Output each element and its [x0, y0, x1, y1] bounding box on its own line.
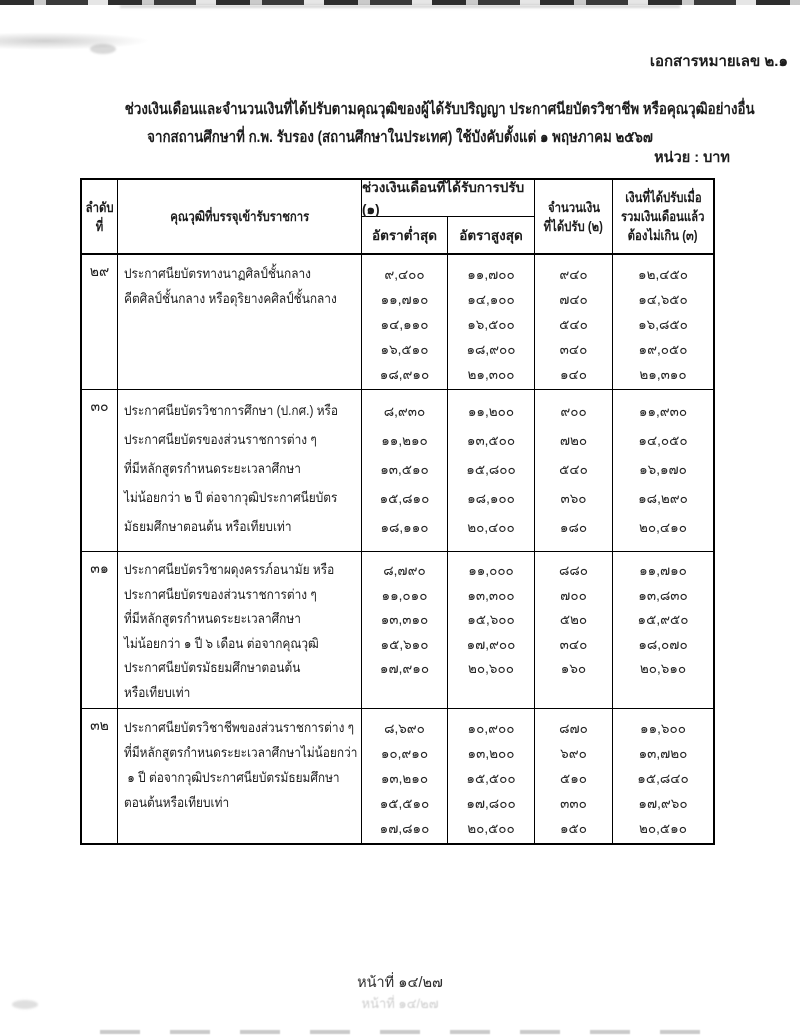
cap-amount-value: ๑๕,๘๔๐ [637, 771, 689, 786]
rate-max-value: ๑๘,๑๐๐ [467, 491, 515, 506]
adjust-amount-value: ๕๑๐ [559, 771, 588, 786]
footer-ghost-artifact: หน้าที่ ๑๔/๒๗ [361, 996, 439, 1011]
cap-amount-value: ๒๑,๓๑๐ [639, 367, 687, 382]
table-row [82, 709, 713, 843]
header-adjust-line: ที่ได้ปรับ (๒) [543, 218, 604, 234]
adjust-amount-value: ๓๖๐ [560, 491, 587, 506]
cap-amount-value: ๑๖,๘๕๐ [638, 317, 688, 332]
adjust-amount-value: ๕๔๐ [559, 462, 588, 477]
cap-amount-cell [613, 552, 713, 708]
table-header-row [82, 180, 713, 255]
qualification-line: ไม่น้อยกว่า ๑ ปี ๖ เดือน ต่อจากคุณวุฒิ [124, 635, 319, 651]
qualification-line: คีตศิลป์ชั้นกลาง หรือดุริยางคศิลป์ชั้นกลาง [124, 291, 337, 306]
rate-max-value: ๒๐,๕๐๐ [467, 821, 515, 836]
rate-max-value: ๑๑,๒๐๐ [467, 404, 515, 419]
adjust-amount-value: ๗๐๐ [560, 587, 587, 603]
rate-max-value: ๑๑,๗๐๐ [467, 267, 515, 282]
qualification-line: ประกาศนียบัตรของส่วนราชการต่าง ๆ [124, 432, 317, 447]
header-rate-min-text: อัตราต่ำสุด [371, 228, 438, 243]
qualification-cell [118, 390, 362, 551]
document-title [80, 96, 755, 152]
rate-max-value: ๑๓,๕๐๐ [466, 433, 516, 448]
page-number-footer: หน้าที่ ๑๔/๒๗ [357, 975, 443, 991]
rate-max-value: ๑๗,๙๐๐ [466, 636, 516, 652]
header-salary-range-subrow [362, 217, 534, 253]
rate-max-value: ๑๘,๙๐๐ [466, 342, 516, 357]
scan-artifact-bottom-edge [100, 1030, 700, 1034]
adjust-amount-value: ๙๐๐ [560, 404, 587, 419]
header-cap-line: เงินที่ได้ปรับเมื่อ [624, 190, 702, 205]
adjust-amount-value: ๗๒๐ [559, 433, 588, 448]
rate-max-value: ๒๐,๔๐๐ [467, 520, 515, 535]
cap-amount-value: ๑๗,๙๖๐ [638, 796, 688, 811]
cap-amount-value: ๑๙,๐๕๐ [638, 342, 688, 357]
qualification-line: ประกาศนียบัตรทางนาฏศิลป์ชั้นกลาง [124, 266, 311, 281]
rate-min-value: ๘,๖๙๐ [384, 721, 425, 736]
cap-amount-cell [613, 255, 713, 389]
rate-max-cell [448, 552, 535, 708]
rate-min-value: ๑๘,๙๑๐ [379, 367, 430, 382]
adjust-amount-value: ๑๔๐ [559, 367, 588, 382]
qualification-line: ประกาศนียบัตรมัธยมศึกษาตอนต้น [124, 660, 301, 675]
header-cap-amount [613, 180, 713, 253]
qualification-cell [118, 709, 362, 843]
rate-min-value: ๑๓,๓๑๐ [380, 612, 429, 627]
rate-max-value: ๑๐,๙๐๐ [467, 721, 515, 736]
table-row [82, 552, 713, 709]
row-number: ๓๒ [82, 709, 118, 843]
cap-amount-value: ๑๘,๐๗๐ [638, 636, 688, 652]
scan-artifact-left-smudge [0, 32, 150, 50]
rate-max-value: ๑๕,๘๐๐ [466, 462, 516, 477]
rate-max-value: ๒๐,๖๐๐ [468, 661, 514, 676]
cap-amount-value: ๑๖,๑๗๐ [639, 462, 687, 477]
qualification-line: มัธยมศึกษาตอนต้น หรือเทียบเท่า [124, 519, 292, 534]
row-number: ๓๐ [82, 390, 118, 551]
cap-amount-value: ๑๑,๖๐๐ [640, 721, 686, 736]
header-salary-range-label [362, 180, 534, 217]
rate-max-value: ๑๓,๓๐๐ [467, 587, 515, 603]
qualification-line: ประกาศนียบัตรวิชาการศึกษา (ป.กศ.) หรือ [124, 403, 339, 418]
header-rate-min [362, 217, 448, 253]
rate-min-value: ๑๑,๒๑๐ [381, 433, 428, 448]
qualification-cell [118, 255, 362, 389]
adjust-amount-value: ๙๔๐ [559, 267, 588, 282]
cap-amount-value: ๑๕,๙๕๐ [637, 612, 689, 627]
rate-max-value: ๑๑,๐๐๐ [468, 563, 514, 578]
table-row [82, 255, 713, 390]
adjust-amount-value: ๘๗๐ [559, 721, 588, 736]
cap-amount-value: ๒๐,๖๑๐ [639, 661, 687, 676]
document-title-line: จากสถานศึกษาที่ ก.พ. รับรอง (สถานศึกษาในประเทศ) ใช้บังคับตั้งแต่ ๑ พฤษภาคม ๒๕๖๗ [147, 129, 653, 146]
rate-max-value: ๒๑,๓๐๐ [467, 367, 515, 382]
qualification-line: ที่มีหลักสูตรกำหนดระยะเวลาศึกษา [124, 461, 301, 476]
header-no [82, 180, 118, 253]
document-number: เอกสารหมายเลข ๒.๑ [649, 53, 788, 70]
qualification-cell [118, 552, 362, 708]
rate-min-value: ๑๓,๕๑๐ [380, 462, 429, 477]
unit-label: หน่วย : บาท [654, 150, 730, 166]
qualification-line: ประกาศนียบัตรวิชาผดุงครรภ์อนามัย หรือ [124, 562, 335, 577]
adjust-amount-cell [535, 552, 613, 708]
rate-min-value: ๑๖,๕๑๐ [380, 342, 429, 357]
rate-min-value: ๑๔,๑๑๐ [380, 317, 429, 332]
rate-max-cell [448, 255, 535, 389]
qualification-line: หรือเทียบเท่า [124, 684, 191, 700]
header-no-line: ที่ [95, 218, 104, 234]
rate-min-value: ๑๑,๗๑๐ [380, 292, 429, 307]
rate-min-value: ๑๕,๘๑๐ [379, 491, 430, 506]
rate-min-value: ๑๘,๑๑๐ [380, 520, 429, 535]
adjust-amount-value: ๖๙๐ [560, 746, 587, 761]
rate-min-value: ๙,๔๐๐ [384, 267, 425, 282]
cap-amount-value: ๑๓,๗๒๐ [638, 746, 688, 761]
rate-min-cell [362, 552, 448, 708]
adjust-amount-value: ๘๘๐ [558, 563, 589, 578]
rate-max-value: ๑๖,๕๐๐ [467, 317, 515, 332]
adjust-amount-value: ๓๔๐ [559, 342, 588, 357]
cap-amount-cell [613, 709, 713, 843]
adjust-amount-cell [535, 709, 613, 843]
header-adjust-line: จำนวนเงิน [547, 199, 600, 215]
header-adjust-amount [535, 180, 613, 253]
header-qualification [118, 180, 362, 253]
rate-min-value: ๑๕,๖๑๐ [380, 636, 429, 652]
rate-max-cell [448, 390, 535, 551]
qualification-line: ไม่น้อยกว่า ๒ ปี ต่อจากวุฒิประกาศนียบัตร [124, 490, 338, 505]
adjust-amount-value: ๑๘๐ [559, 520, 588, 535]
rate-min-value: ๑๐,๙๑๐ [380, 746, 429, 761]
qualification-line: ประกาศนียบัตรของส่วนราชการต่าง ๆ [124, 586, 317, 602]
qualification-line: ตอนต้นหรือเทียบเท่า [124, 795, 230, 810]
rate-min-cell [362, 390, 448, 551]
cap-amount-value: ๑๔,๖๕๐ [638, 292, 688, 307]
rate-min-value: ๑๗,๘๑๐ [379, 821, 430, 836]
header-qualification-label: คุณวุฒิที่บรรจุเข้ารับราชการ [170, 209, 309, 224]
header-cap-line: รวมเงินเดือนแล้ว [621, 209, 705, 224]
rate-min-value: ๘,๗๙๐ [383, 563, 426, 578]
cap-amount-value: ๑๑,๗๑๐ [639, 563, 687, 578]
rate-min-cell [362, 255, 448, 389]
header-cap-line: ต้องไม่เกิน (๓) [628, 228, 698, 243]
rate-max-value: ๑๕,๖๐๐ [467, 612, 515, 627]
adjust-amount-value: ๓๔๐ [559, 636, 588, 652]
document-title-line: ช่วงเงินเดือนและจำนวนเงินที่ได้ปรับตามคุณวุฒิของผู้ได้รับปริญญา ประกาศนียบัตรวิชาชีพ หรือคุณวุฒิอย่างอื่น [124, 101, 755, 118]
cap-amount-value: ๑๔,๐๕๐ [638, 433, 688, 448]
adjust-amount-value: ๓๓๐ [560, 796, 587, 811]
adjust-amount-value: ๗๔๐ [559, 292, 588, 307]
rate-min-cell [362, 709, 448, 843]
rate-min-value: ๑๓,๒๑๐ [380, 771, 429, 786]
rate-min-value: ๑๕,๕๑๐ [379, 796, 430, 811]
table-row [82, 390, 713, 552]
rate-min-value: ๘,๙๓๐ [383, 404, 426, 419]
cap-amount-value: ๒๐,๔๑๐ [639, 520, 687, 535]
header-salary-range-text: ช่วงเงินเดือนที่ได้รับการปรับ (๑) [362, 180, 525, 217]
cap-amount-value: ๑๓,๘๓๐ [638, 587, 688, 603]
salary-table [80, 178, 715, 845]
scan-artifact-top-smudge [120, 5, 680, 8]
adjust-amount-value: ๑๕๐ [559, 821, 588, 836]
qualification-line: ๑ ปี ต่อจากวุฒิประกาศนียบัตรมัธยมศึกษา [124, 770, 340, 785]
rate-max-value: ๑๔,๑๐๐ [467, 292, 515, 307]
qualification-line: ที่มีหลักสูตรกำหนดระยะเวลาศึกษาไม่น้อยกว่า [124, 745, 358, 760]
scan-artifact-left-blob [90, 44, 116, 54]
adjust-amount-value: ๑๖๐ [560, 661, 587, 676]
qualification-line: ที่มีหลักสูตรกำหนดระยะเวลาศึกษา [124, 611, 301, 626]
rate-max-value: ๑๓,๒๐๐ [467, 746, 515, 761]
rate-max-cell [448, 709, 535, 843]
rate-min-value: ๑๑,๐๑๐ [381, 587, 428, 603]
cap-amount-value: ๑๑,๙๓๐ [638, 404, 688, 419]
cap-amount-value: ๒๐,๕๑๐ [639, 821, 687, 836]
header-rate-max-text: อัตราสูงสุด [459, 228, 523, 243]
header-no-line: ลำดับ [85, 199, 114, 215]
adjust-amount-cell [535, 255, 613, 389]
adjust-amount-value: ๕๒๐ [559, 612, 588, 627]
header-rate-max [448, 217, 534, 253]
cap-amount-value: ๑๘,๒๙๐ [638, 491, 688, 506]
adjust-amount-value: ๕๔๐ [559, 317, 588, 332]
row-number: ๒๙ [82, 255, 118, 389]
cap-amount-cell [613, 390, 713, 551]
cap-amount-value: ๑๒,๔๕๐ [638, 267, 688, 282]
qualification-line: ประกาศนียบัตรวิชาชีพของส่วนราชการต่าง ๆ [124, 720, 355, 735]
rate-min-value: ๑๗,๙๑๐ [379, 661, 430, 676]
adjust-amount-cell [535, 390, 613, 551]
rate-max-value: ๑๗,๘๐๐ [466, 796, 516, 811]
rate-max-value: ๑๕,๕๐๐ [466, 771, 516, 786]
row-number: ๓๑ [82, 552, 118, 708]
header-salary-range-group [362, 180, 535, 253]
